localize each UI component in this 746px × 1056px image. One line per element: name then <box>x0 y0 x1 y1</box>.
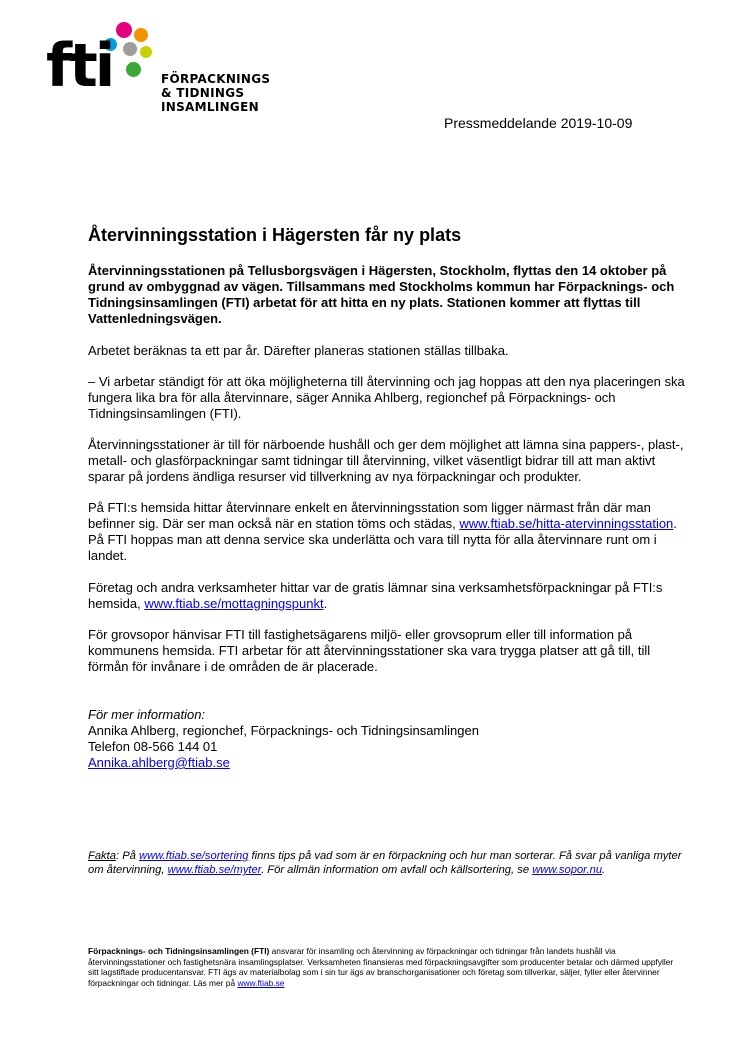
paragraph-3: Återvinningsstationer är till för närboende hushåll och ger dem möjlighet att lämna sina pappers-, plast-, metall- och glasförpackningar samt tidningar till återvinning, vilket väsentligt bidrar till att man aktivt sparar på jordens ändliga resurser vid tillverkning av nya förpackningar och produkter. <box>88 437 684 484</box>
link-myter[interactable]: www.ftiab.se/myter <box>167 864 262 876</box>
press-release-date: Pressmeddelande 2019-10-09 <box>444 115 633 131</box>
facts-text: : På <box>115 850 139 862</box>
logo-line: & TIDNINGS <box>161 86 245 100</box>
contact-email-link[interactable]: Annika.ahlberg@ftiab.se <box>88 755 230 770</box>
link-mottagningspunkt[interactable]: www.ftiab.se/mottagningspunkt <box>144 596 324 611</box>
footer-about <box>88 946 678 988</box>
facts-label: Fakta <box>88 850 116 862</box>
logo-tagline <box>161 72 270 114</box>
facts-text: finns tips på vad som är en förpackning och hur man sorterar. Få svar på vanliga myter om återvinning, <box>88 850 682 876</box>
paragraph-4-text: På FTI:s hemsida hittar återvinnare enkelt en återvinningsstation som ligger närmast från där man befinner sig. Där ser man också när en station töms och städas, <box>88 500 651 531</box>
contact-phone: Telefon 08-566 144 01 <box>88 739 218 754</box>
footer-text: ansvarar för insamling och återvinning av förpackningar och tidningar från landets hushåll via återvinningsstationer och fastighetsnära insamlingsplatser. Verksamheten finansieras med förpackningsavgifter som producenter betalar och därmed uppfyller sitt lagstiftade producentansvar. FTI ägs av materialbolag som i sin tur ägs av branschorganisationer och företag som tillverkar, säljer, fyller eller återvinner förpackningar och tidningar. Läs mer på <box>88 946 674 988</box>
quote-paragraph: – Vi arbetar ständigt för att öka möjligheterna till återvinning och jag hoppas att den nya placeringen ska fungera lika bra för alla återvinnare, säger Annika Ahlberg, regionchef på Förpacknings- och Tidningsinsamlingen (FTI). <box>88 374 685 421</box>
paragraph-4 <box>88 500 688 564</box>
facts-text: . <box>602 864 606 876</box>
contact-name: Annika Ahlberg, regionchef, Förpacknings- och Tidningsinsamlingen <box>88 723 479 738</box>
paragraph-4-text-end: . På FTI hoppas man att denna service ska underlätta och vara till nytta för alla återvinnare runt om i landet. <box>88 516 677 563</box>
logo-dot <box>126 62 141 77</box>
logo-wordmark: fti <box>46 31 113 101</box>
contact-block <box>88 707 688 771</box>
logo-dot <box>140 46 152 58</box>
facts-text: . För allmän information om avfall och källsortering, se <box>261 864 533 876</box>
logo-dot <box>116 22 132 38</box>
paragraph-6: För grovsopor hänvisar FTI till fastighetsägarens miljö- eller grovsoprum eller till information på kommunens hemsida. FTI arbetar för att återvinningsstationer ska vara trygga platser att gå till, till förmån för invånare i de områden de är placerade. <box>88 627 651 674</box>
page-title: Återvinningsstation i Hägersten får ny plats <box>88 225 462 245</box>
logo-dot <box>134 28 148 42</box>
link-hitta-atervinningsstation[interactable]: www.ftiab.se/hitta-atervinningsstation <box>459 516 674 531</box>
paragraph-1: Arbetet beräknas ta ett par år. Därefter planeras stationen ställas tillbaka. <box>88 343 509 358</box>
facts-paragraph <box>88 849 688 877</box>
contact-heading: För mer information: <box>88 707 206 722</box>
logo-line: FÖRPACKNINGS <box>161 72 271 86</box>
link-sortering[interactable]: www.ftiab.se/sortering <box>139 850 249 862</box>
paragraph-5-text-end: . <box>323 596 328 611</box>
lead-paragraph: Återvinningsstationen på Tellusborgsvägen i Hägersten, Stockholm, flyttas den 14 oktober på grund av ombyggnad av vägen. Tillsammans med Stockholms kommun har Förpacknings- och Tidningsinsamlingen (FTI) arbetat för att hitta en ny plats. Stationen kommer att flyttas till Vattenledningsvägen. <box>88 263 675 326</box>
logo-dot <box>123 42 137 56</box>
footer-link-ftiab[interactable]: www.ftiab.se <box>237 977 285 988</box>
paragraph-5-text: Företag och andra verksamheter hittar var de gratis lämnar sina verksamhetsförpackningar på FTI:s hemsida, <box>88 580 663 611</box>
paragraph-5 <box>88 580 688 612</box>
logo-line: INSAMLINGEN <box>161 100 259 114</box>
link-sopor[interactable]: www.sopor.nu <box>532 864 603 876</box>
footer-org-name: Förpacknings- och Tidningsinsamlingen (FTI) <box>88 946 270 956</box>
